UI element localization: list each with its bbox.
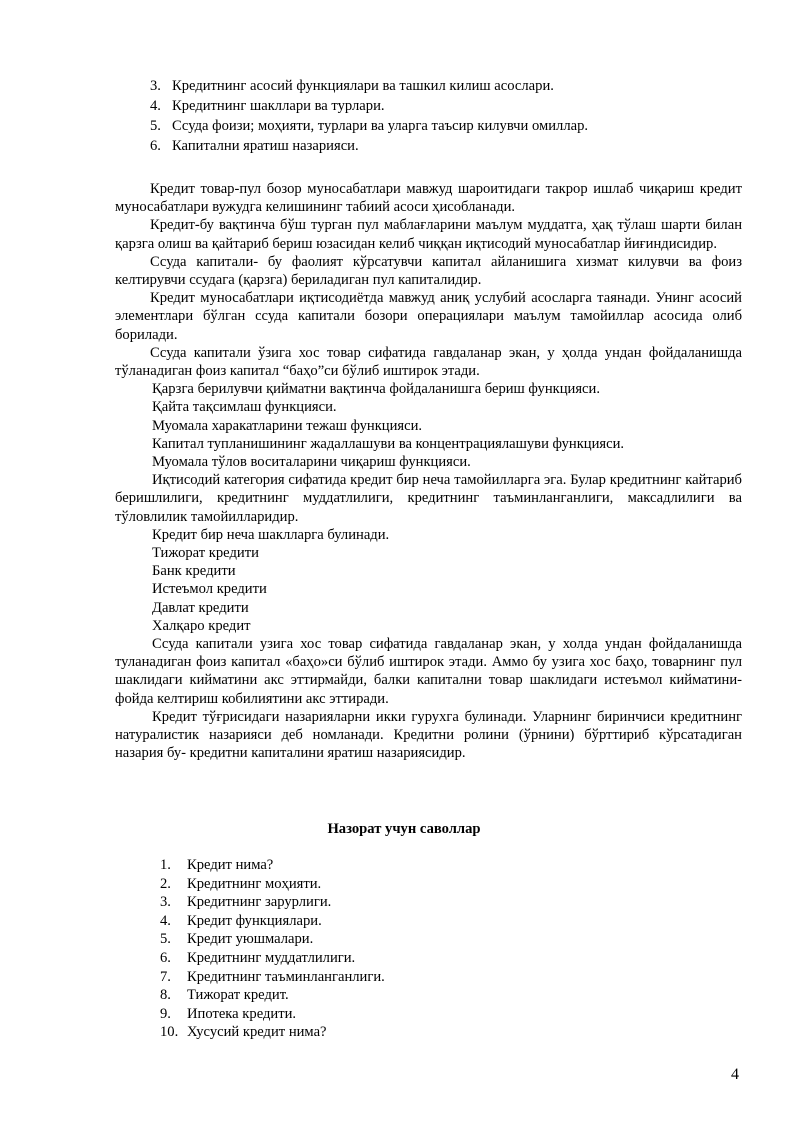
list-item: 8. Тижорат кредит. <box>160 987 289 1004</box>
list-item: 10. Хусусий кредит нима? <box>160 1024 327 1041</box>
page-number: 4 <box>731 1066 739 1083</box>
function-line: Қарзга берилувчи қийматни вақтинча фойдаланишга бериш функцияси. <box>152 381 600 398</box>
list-item: 1. Кредит нима? <box>160 857 274 873</box>
list-item: 4. Кредитнинг шакллари ва турлари. <box>150 98 385 114</box>
paragraph: Иқтисодий категория сифатида кредит бир неча тамойилларга эга. Булар кредитнинг кайтариб беришлилиги, кредитнинг муддатлилиги, кредитнинг таъминланганлиги, максадлилиги ва тўловлилик тамойилларидир. <box>115 472 742 525</box>
list-item: 9. Ипотека кредити. <box>160 1005 297 1022</box>
list-item: 5. Ссуда фоизи; моҳияти, турлари ва уларга таъсир килувчи омиллар. <box>150 118 589 134</box>
credit-form-line: Давлат кредити <box>152 599 249 616</box>
list-item: 3. Кредитнинг асосий функциялари ва ташкил килиш асослари. <box>150 78 554 94</box>
paragraph: Кредит муносабатлари иқтисодиётда мавжуд аниқ услубий асосларга таянади. Унинг асосий элементлари бўлган ссуда капитали бозори операциялари маълум тамойиллар асосида олиб борилади. <box>115 290 742 343</box>
paragraph: Кредит бир неча шаклларга булинади. <box>152 526 390 543</box>
body-text <box>115 180 742 763</box>
list-item: 6. Кредитнинг муддатлилиги. <box>160 949 356 966</box>
paragraph: Кредит тўғрисидаги назарияларни икки гурухга булинади. Уларнинг биринчиси кредитнинг натуралистик назарияси деб номланади. Кредитни ролини (ўрнини) бўрттириб кўрсатадиган назария бу- кредитни капиталини яратиш назариясидир. <box>115 708 742 762</box>
section-heading: Назорат учун саволлар <box>327 821 481 837</box>
credit-form-line: Истеъмол кредити <box>152 581 267 598</box>
paragraph: Кредит-бу вақтинча бўш турган пул маблағларини маълум муддатга, ҳақ тўлаш шарти билан қарзга олиш ва қайтариб бериш юзасидан келиб чиққан иқтисодий муносабатлар йиғиндисидир. <box>115 217 742 252</box>
paragraph: Ссуда капитали узига хос товар сифатида гавдаланар экан, у холда ундан фойдаланишда туланадиган фоиз капитал «баҳо»си бўлиб иштирок этади. Аммо бу узига хос баҳо, товарнинг пул шаклидаги кийматини акс эттирмайди, балки капитални товар шаклидаги истеъмол кийматини- фойда келтириш кобилиятини акс эттиради. <box>115 636 742 707</box>
topics-list <box>150 76 710 156</box>
list-item: 7. Кредитнинг таъминланганлиги. <box>160 968 385 985</box>
list-item: 4. Кредит функциялари. <box>160 912 322 929</box>
credit-form-line: Банк кредити <box>152 563 236 580</box>
paragraph: Ссуда капитали- бу фаолият кўрсатувчи капитал айланишига хизмат килувчи ва фоиз келтирувчи ссудага (қарзга) бериладиган пул капиталидир. <box>115 253 742 289</box>
function-line: Қайта тақсимлаш функцияси. <box>152 399 337 416</box>
paragraph: Кредит товар-пул бозор муносабатлари мавжуд шароитидаги такрор ишлаб чиқариш кредит муносабатлари вужудга келишининг табиий асоси ҳисобланади. <box>115 181 742 216</box>
questions-list <box>160 856 660 1042</box>
function-line: Муомала тўлов воситаларини чиқариш функцияси. <box>152 454 471 471</box>
list-item: 2. Кредитнинг моҳияти. <box>160 875 322 892</box>
list-item: 5. Кредит уюшмалари. <box>160 931 314 948</box>
credit-form-line: Тижорат кредити <box>152 545 259 562</box>
function-line: Муомала харакатларини тежаш функцияси. <box>152 417 423 434</box>
credit-form-line: Халқаро кредит <box>152 617 251 634</box>
list-item: 3. Кредитнинг зарурлиги. <box>160 894 332 911</box>
list-item: 6. Капитални яратиш назарияси. <box>150 138 359 154</box>
paragraph: Ссуда капитали ўзига хос товар сифатида гавдаланар экан, у ҳолда ундан фойдаланишда тўланадиган фоиз капитал “баҳо”си бўлиб иштирок этади. <box>115 344 742 380</box>
function-line: Капитал тупланишининг жадаллашуви ва концентрациялашуви функцияси. <box>152 435 625 452</box>
